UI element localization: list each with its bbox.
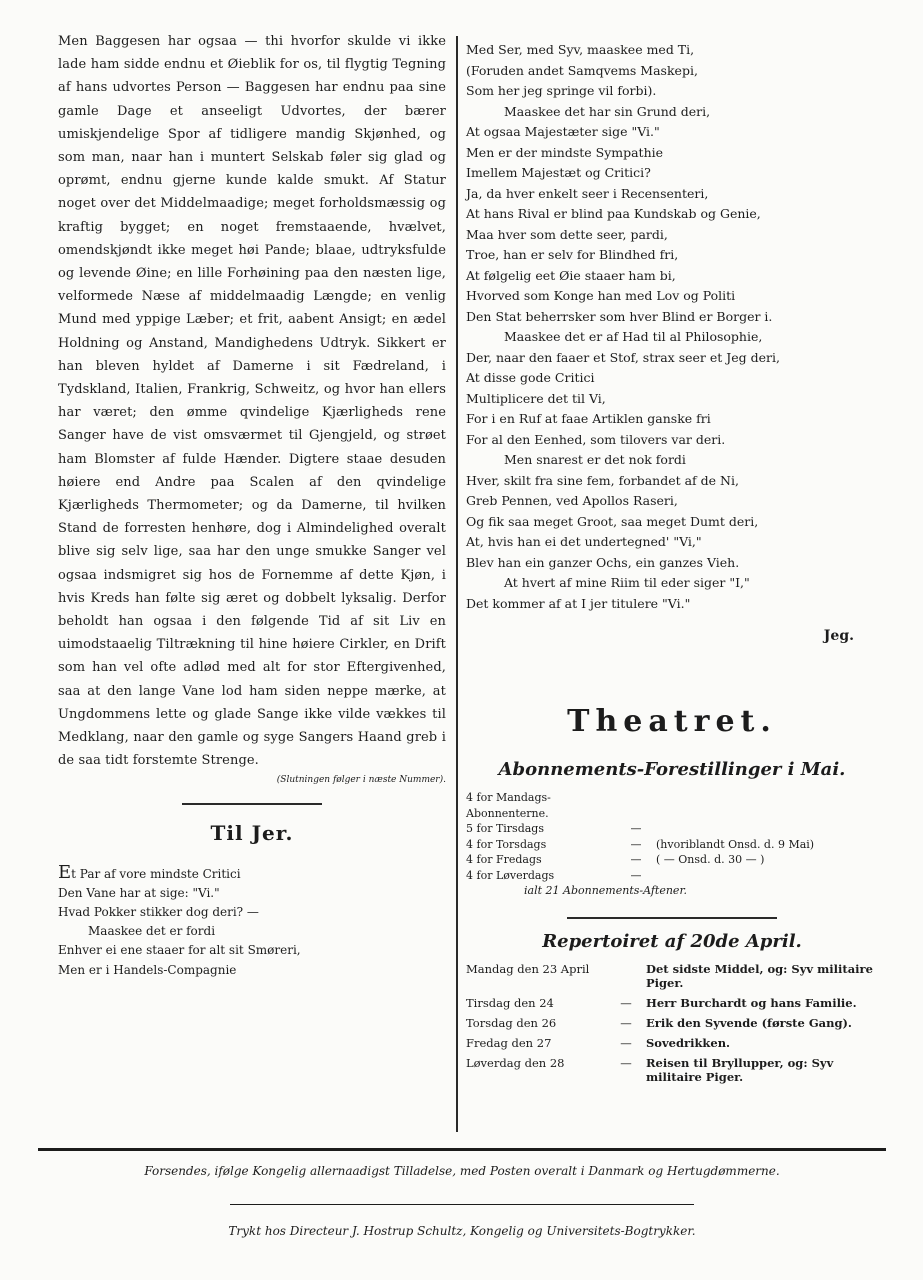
poem-line: Maa hver som dette seer, pardi,	[466, 226, 668, 242]
poem-line: At hvert af mine Riim til eder siger "I,"	[504, 575, 750, 590]
repertoire-dash: —	[620, 1016, 632, 1030]
poem-line: Hvad Pokker stikker dog deri? —	[58, 904, 259, 919]
abonnement-note	[656, 821, 878, 837]
poem-line: Som her jeg springe vil forbi).	[466, 83, 657, 98]
abonnement-dash: —	[630, 868, 642, 882]
abonnement-label: 4 for Mandags-Abonnenterne.	[466, 791, 551, 820]
poem-line: Maaskee det er af Had til al Philosophie,	[504, 329, 763, 344]
footer-rule	[230, 1204, 694, 1205]
abonnement-heading: Abonnements-Forestillinger i Mai.	[498, 759, 846, 780]
poem-line: For al den Eenhed, som tilovers var deri.	[466, 431, 726, 447]
repertoire-day: Fredag den 27	[466, 1036, 552, 1050]
poem-start	[58, 863, 446, 980]
theatre-heading: Theatret.	[567, 704, 777, 739]
poem-line: Den Vane har at sige: "Vi."	[58, 885, 220, 900]
footer-rule	[38, 1148, 886, 1151]
abonnement-note	[656, 790, 878, 821]
abonnement-label: 4 for Fredags	[466, 853, 542, 866]
poem-line: Men snarest er det nok fordi	[504, 452, 686, 467]
section-divider	[567, 917, 777, 919]
poem-line: Men er i Handels-Compagnie	[58, 962, 237, 977]
poem-line: At følgelig eet Øie staaer ham bi,	[466, 267, 676, 283]
abonnement-note: ( — Onsd. d. 30 — )	[656, 853, 765, 866]
section-divider	[182, 803, 322, 805]
repertoire-dash	[606, 962, 646, 990]
poem-line: Et Par af vore mindste Critici	[58, 861, 241, 883]
poem-line: Greb Pennen, ved Apollos Raseri,	[466, 493, 678, 508]
article-text: Men Baggesen har ogsaa — thi hvorfor skulde vi ikke lade ham sidde endnu et Øieblik for os, til flygtig Tegning af hans udvortes Person — Baggesen har endnu paa sine gamle Dage et anseeligt Udvortes, der bærer umiskjendelige Spor af tidligere mandig Skjønhed, og som man, naar han i muntert Selskab føler sig glad og oprømt, endnu gjerne kunde kalde smukt. Af Statur noget over det Middelmaadige; meget forholdsmæssig og kraftig bygget; en noget fremstaaende, hvælvet, omendskjøndt ikke meget høi Pande; blaae, udtryksfulde og levende Øine; en lille Forhøining paa den næsten lige, velformede Næse af middelmaadig Længde; en venlig Mund med yppige Læber; et frit, aabent Ansigt; en ædel Holdning og Anstand, Mandighedens Udtryk. Sikkert er han bleven hyldet af Damerne i sit Fædreland, i Tydskland, Italien, Frankrig, Schweitz, og hvor han ellers har været; den ømme qvindelige Kjærligheds rene Sanger have de vist omsværmet til Gjengjeld, og strøet ham Blomster af fulde Hænder. Digtere staae desuden høiere end Andre paa Scalen af den qvindelige Kjærligheds Thermometer; og da Damerne, til hvilken Stand de forresten henhøre, dog i Almindelighed overalt blive sig selv lige, saa har den unge smukke Sanger vel ogsaa indsmigret sig hos de Fornemme af dette Kjøn, i hvis Kreds han følte sig æret og dobbelt lyksalig. Derfor beholdt han ogsaa i den følgende Tid af sit Liv en uimodstaaelig Tiltrækning til hine høiere Cirkler, en Drift som han vel ofte adlød med alt for stor Eftergivenhed, saa at den lange Vane lod ham siden neppe mærke, at Ungdommens lette og glade Sange ikke vilde vækkes til Medklang, naar den gamle og syge Sangers Haand greb i de saa tidt forstemte Strenge.	[58, 34, 446, 769]
repertoire-title: Det sidste Middel, og: Syv militaire Piger.	[646, 962, 873, 990]
repertoire-day: Tirsdag den 24	[466, 996, 554, 1010]
poem-title: Til Jer.	[210, 820, 294, 845]
poem-line: At, hvis han ei det undertegned' "Vi,"	[466, 534, 702, 549]
distribution-note: Forsendes, ifølge Kongelig allernaadigst Tilladelse, med Posten overalt i Danmark og Hertugdømmerne.	[144, 1164, 780, 1178]
poem-line: Men er der mindste Sympathie	[466, 144, 664, 160]
repertoire-row	[466, 1016, 878, 1030]
repertoire-dash: —	[620, 1036, 632, 1050]
repertoire-row	[466, 996, 878, 1010]
signature: Jeg.	[823, 628, 854, 644]
poem-line: Det kommer af at I jer titulere "Vi."	[466, 595, 691, 611]
abonnement-note: (hvoriblandt Onsd. d. 9 Mai)	[656, 837, 815, 851]
repertoire-day: Torsdag den 26	[466, 1016, 557, 1030]
poem-line: Hvorved som Konge han med Lov og Politi	[466, 288, 736, 303]
repertoire-list	[466, 962, 878, 1084]
poem-line: Enhver ei ene staaer for alt sit Smøreri,	[58, 943, 301, 958]
poem-line: (Foruden andet Samqvems Maskepi,	[466, 62, 698, 78]
repertoire-dash: —	[620, 996, 632, 1010]
abonnement-dash: —	[630, 822, 642, 835]
poem-continuation	[466, 40, 878, 614]
poem-line: At ogsaa Majestæter sige "Vi."	[466, 124, 660, 139]
poem-line: Imellem Majestæt og Critici?	[466, 165, 651, 180]
abonnement-label: 5 for Tirsdags	[466, 822, 544, 835]
repertoire-row	[466, 962, 878, 990]
repertoire-title: Reisen til Bryllupper, og: Syv militaire Piger.	[646, 1056, 834, 1084]
poem-line: Maaskee det er fordi	[88, 924, 216, 939]
poem-line: Hver, skilt fra sine fem, forbandet af de Ni,	[466, 472, 739, 488]
left-column	[58, 30, 446, 980]
poem-line: For i en Ruf at faae Artiklen ganske fri	[466, 411, 711, 426]
printer-imprint: Trykt hos Directeur J. Hostrup Schultz, Kongelig og Universitets-Bogtrykker.	[228, 1224, 696, 1238]
poem-line: Ja, da hver enkelt seer i Recensenteri,	[466, 185, 709, 201]
abonnement-note	[656, 868, 878, 884]
abonnement-dash: —	[630, 853, 642, 866]
poem-line: At hans Rival er blind paa Kundskab og Genie,	[466, 206, 761, 221]
abonnement-dash	[616, 790, 656, 821]
repertoire-heading: Repertoiret af 20de April.	[542, 931, 802, 952]
right-column	[466, 40, 878, 1090]
poem-line: Blev han ein ganzer Ochs, ein ganzes Vieh.	[466, 554, 740, 570]
repertoire-title: Sovedrikken.	[646, 1036, 731, 1050]
abonnement-row	[466, 837, 878, 853]
abonnement-label: 4 for Løverdags	[466, 868, 555, 882]
abonnement-total: ialt 21 Abonnements-Aftener.	[524, 884, 687, 897]
poem-line: Med Ser, med Syv, maaskee med Ti,	[466, 42, 695, 57]
repertoire-title: Erik den Syvende (første Gang).	[646, 1016, 852, 1030]
poem-line: Og fik saa meget Groot, saa meget Dumt deri,	[466, 513, 759, 529]
abonnement-row	[466, 852, 878, 868]
poem-line: Troe, han er selv for Blindhed fri,	[466, 247, 679, 262]
abonnement-row	[466, 821, 878, 837]
repertoire-day: Mandag den 23 April	[466, 962, 590, 976]
poem-line: Den Stat beherrsker som hver Blind er Borger i.	[466, 308, 773, 324]
abonnement-row	[466, 790, 878, 821]
abonnement-dash: —	[630, 837, 642, 851]
column-divider	[456, 36, 458, 1132]
abonnement-label: 4 for Torsdags	[466, 837, 547, 851]
repertoire-day: Løverdag den 28	[466, 1056, 565, 1070]
abonnement-row	[466, 868, 878, 884]
abonnement-list	[466, 790, 878, 883]
repertoire-title: Herr Burchardt og hans Familie.	[646, 996, 857, 1010]
poem-line: At disse gode Critici	[466, 370, 595, 385]
poem-line: Maaskee det har sin Grund deri,	[504, 103, 711, 119]
repertoire-dash: —	[620, 1056, 632, 1070]
repertoire-row	[466, 1056, 878, 1084]
poem-line: Multiplicere det til Vi,	[466, 390, 606, 406]
poem-line: Der, naar den faaer et Stof, strax seer et Jeg deri,	[466, 349, 780, 365]
repertoire-row	[466, 1036, 878, 1050]
continuation-note: (Slutningen følger i næste Nummer).	[276, 774, 446, 785]
